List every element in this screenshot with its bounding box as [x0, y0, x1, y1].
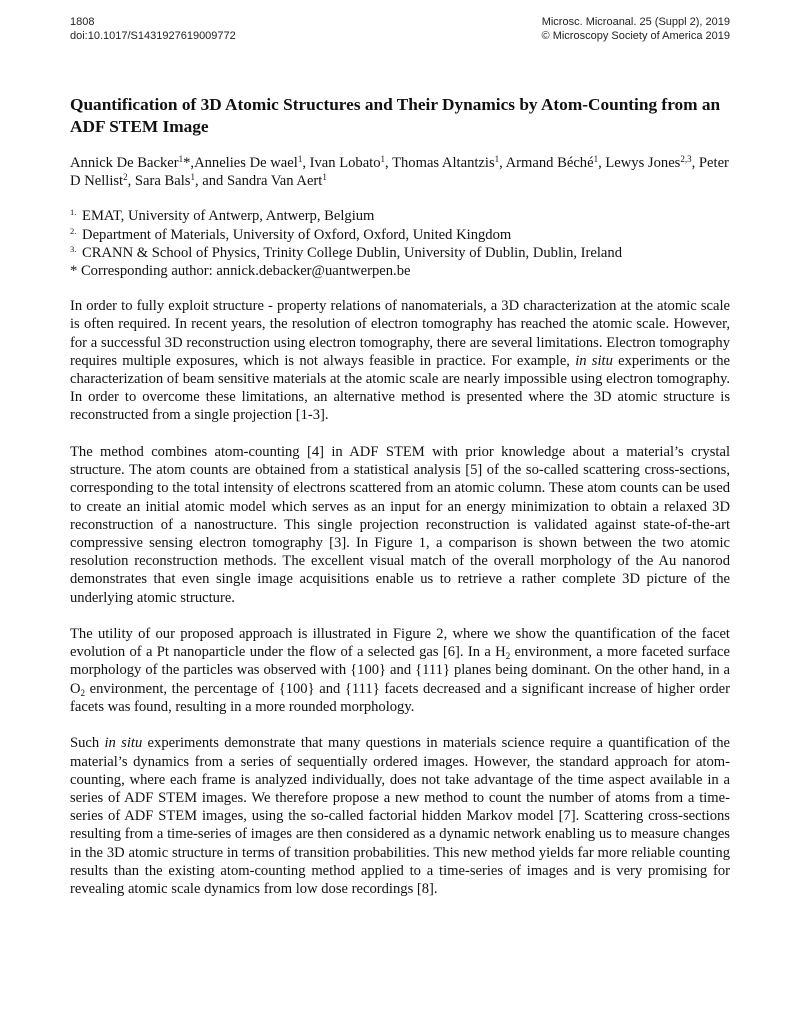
- author-name: Thomas Altantzis: [392, 155, 495, 171]
- paragraph-text: experiments or the characterization of beam sensitive materials at the atomic scale are nearly impossible using electron tomography. In order to overcome these limitations, an alternative method is presented where the 3D atomic structure is reconstructed from a single projection [1-3].: [70, 352, 730, 424]
- affiliation-mark: 1: [593, 154, 599, 164]
- author-separator: ,: [302, 155, 310, 171]
- affiliation-mark: 2: [123, 172, 128, 183]
- paragraph-utility: [70, 625, 730, 716]
- affiliation-text: EMAT, University of Antwerp, Antwerp, Belgium: [82, 208, 375, 225]
- author-name: Sandra Van Aert: [226, 173, 323, 190]
- italic-term: in situ: [575, 352, 613, 369]
- subscript: 2: [80, 687, 86, 698]
- affiliation-mark: 1: [297, 154, 303, 164]
- header-left: [70, 15, 236, 43]
- author-name: Lewys Jones: [605, 155, 681, 171]
- paper-title: Quantification of 3D Atomic Structures and Their Dynamics by Atom-Counting from an ADF STEM Image: [70, 95, 721, 136]
- paragraph-text: experiments demonstrate that many questions in materials science require a quantification of the material’s dynamics from a series of sequentially ordered images. However, the standard approach for atom-counting, where each frame is analyzed individually, does not take advantage of the time aspect available in a series of ADF STEM images. We therefore propose a new method to count the number of atoms from a time-series of ADF STEM images, using the so-called factorial hidden Markov model [7]. Scattering cross-sections resulting from a time-series of images are then considered as a dynamic network enabling us to measure changes in the 3D atomic structure in terms of transition probabilities. This new method yields far more reliable counting results than the existing atom-counting method applied to a time-series of images and is very promising for revealing atomic scale dynamics from low dose recordings [8].: [70, 735, 730, 897]
- paragraph-intro: [70, 297, 730, 424]
- page-number: 1808: [70, 16, 95, 28]
- doi-link[interactable]: doi:10.1017/S1431927619009772: [70, 30, 236, 42]
- abstract-body: [70, 297, 730, 898]
- running-header: [70, 15, 730, 43]
- paragraph-method: The method combines atom-counting [4] in ADF STEM with prior knowledge about a material’s crystal structure. The atom counts are obtained from a statistical analysis [5] of the so-called scattering cross-sections, corresponding to the total intensity of electrons scattered from an atomic column. These atom counts can be used to create an initial atomic model which serves as an input for an energy minimization to obtain a relaxed 3D reconstruction of a nanostructure. This single projection reconstruction is validated against state-of-the-art compressive sensing electron tomography [3]. In Figure 1, a comparison is shown between the two atomic resolution reconstruction methods. The excellent visual match of the overall morphology of the Au nanorod demonstrates that even single image acquisitions enable us to retrieve a rather complete 3D picture of the underlying atomic structure.: [70, 443, 730, 606]
- author-name: Sara Bals: [134, 173, 191, 190]
- affiliation-list: [70, 207, 730, 280]
- affiliation-number: 3.: [70, 243, 77, 254]
- affiliation-mark: 1: [380, 154, 386, 164]
- paragraph-text: The utility of our proposed approach is illustrated in Figure 2, where we show the quantification of the facet evolution of a Pt nanoparticle under the flow of a selected gas [6]. In a H: [70, 626, 730, 661]
- author-separator: ,: [385, 155, 393, 171]
- author-separator: *,: [183, 155, 195, 171]
- affiliation-item: [70, 244, 730, 262]
- author-list: [70, 154, 730, 190]
- corresponding-author: * Corresponding author: annick.debacker@uantwerpen.be: [70, 263, 411, 280]
- author-name: Annelies De wael: [194, 155, 298, 171]
- affiliation-mark: 1: [322, 172, 327, 183]
- paragraph-text: environment, a more faceted surface morphology of the particles was observed with {100} and {111} planes being dominant. On the other hand, in a O: [70, 644, 730, 697]
- affiliation-text: Department of Materials, University of Oxford, Oxford, United Kingdom: [82, 226, 512, 243]
- subscript: 2: [505, 651, 511, 662]
- author-name: Peter D Nellist: [70, 155, 729, 190]
- header-right: [542, 15, 730, 43]
- author-separator: ,: [598, 155, 606, 171]
- journal-citation: Microsc. Microanal. 25 (Suppl 2), 2019: [541, 16, 730, 28]
- author-separator: ,: [691, 155, 699, 171]
- author-separator: ,: [499, 155, 506, 171]
- author-name: Ivan Lobato: [309, 155, 381, 171]
- paper-page: [70, 15, 730, 898]
- copyright-notice: © Microscopy Society of America 2019: [541, 30, 730, 42]
- paragraph-dynamics: [70, 734, 730, 898]
- affiliation-text: CRANN & School of Physics, Trinity College Dublin, University of Dublin, Dublin, Ireland: [82, 244, 622, 261]
- paragraph-text: In order to fully exploit structure - property relations of nanomaterials, a 3D characterization at the atomic scale is often required. In recent years, the resolution of electron tomography has reached the atomic scale. However, for a successful 3D reconstruction using electron tomography, there are several limitations. Electron tomography requires multiple exposures, which is not always feasible in practice. For example,: [70, 298, 730, 369]
- paragraph-text: environment, the percentage of {100} and {111} facets decreased and a significant increase of higher order facets was found, resulting in a more rounded morphology.: [70, 680, 730, 715]
- author-name: Armand Béché: [505, 155, 594, 171]
- affiliation-number: 2.: [70, 225, 77, 236]
- paragraph-text: Such: [70, 735, 105, 752]
- affiliation-item: [70, 226, 730, 244]
- author-name: Annick De Backer: [70, 155, 179, 171]
- affiliation-number: 1.: [70, 207, 77, 218]
- author-separator: ,: [127, 173, 135, 190]
- author-separator: , and: [194, 173, 227, 190]
- affiliation-item: [70, 207, 730, 225]
- affiliation-mark: 1: [190, 172, 195, 183]
- affiliation-mark: 1: [494, 154, 500, 164]
- italic-term: in situ: [104, 735, 143, 752]
- affiliation-mark: 2,3: [680, 154, 692, 164]
- affiliation-mark: 1: [178, 154, 184, 164]
